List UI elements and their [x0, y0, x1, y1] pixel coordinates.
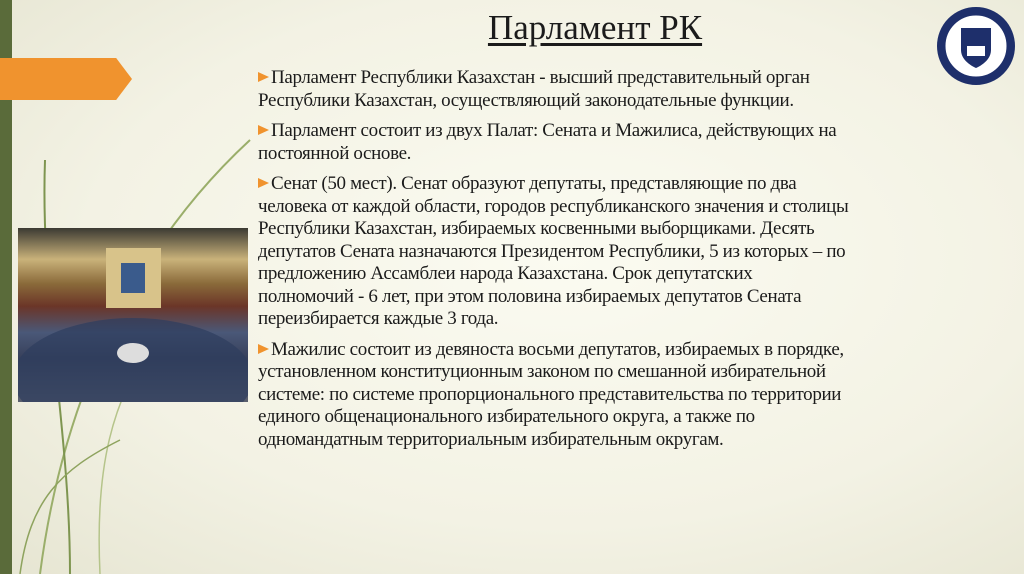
bullet-item — [258, 339, 978, 452]
bullet-line: депутатов Сената назначаются Президентом Республики, 5 из которых – по — [258, 240, 846, 262]
arrow-bullet-icon — [258, 125, 269, 135]
text: Мажилис состоит из девяноста восьми депутатов, избираемых в порядке, — [271, 338, 844, 360]
bullet-line: одномандатным территориальным избирательным округам. — [258, 428, 724, 450]
bullet-item — [258, 67, 978, 112]
bullet-line: единого общенационального избирательного округа, а также по — [258, 406, 755, 427]
bullet-item — [258, 173, 978, 331]
bullet-line — [258, 120, 978, 143]
parliament-hall-photo — [18, 228, 248, 402]
bullet-line — [258, 339, 978, 362]
bullet-line: полномочий - 6 лет, при этом половина избираемых депутатов Сената — [258, 285, 802, 307]
bullet-line — [258, 67, 978, 90]
bullet-line: предложению Ассамблеи народа Казахстана. Срок депутатских — [258, 263, 753, 284]
bullet-line — [258, 173, 978, 196]
text: Парламент Республики Казахстан - высший представительный орган — [271, 67, 810, 88]
text: Сенат (50 мест). Сенат образуют депутаты, представляющие по два — [271, 173, 797, 194]
bullet-line: Республики Казахстан, избираемых косвенными выборщиками. Десять — [258, 218, 815, 239]
bullet-line: постоянной основе. — [258, 142, 412, 164]
text: Парламент состоит из двух Палат: Сената и Мажилиса, действующих на — [271, 120, 837, 141]
bullet-line: Республики Казахстан, осуществляющий законодательные функции. — [258, 89, 794, 111]
bullet-line: системе: по системе пропорционального представительства по территории — [258, 383, 842, 405]
arrow-bullet-icon — [258, 178, 269, 188]
arrow-bullet-icon — [258, 72, 269, 82]
arrow-bullet-icon — [258, 344, 269, 354]
slide-title: Парламент РК — [487, 8, 703, 47]
orange-arrow-shape — [0, 58, 132, 100]
bullet-item — [258, 120, 978, 165]
bullet-line: установленном конституционным законом по смешанной избирательной — [258, 361, 826, 382]
slide-body — [258, 67, 978, 459]
bullet-line: переизбирается каждые 3 года. — [258, 308, 499, 329]
bullet-line: человека от каждой области, городов республиканского значения и столицы — [258, 195, 849, 217]
